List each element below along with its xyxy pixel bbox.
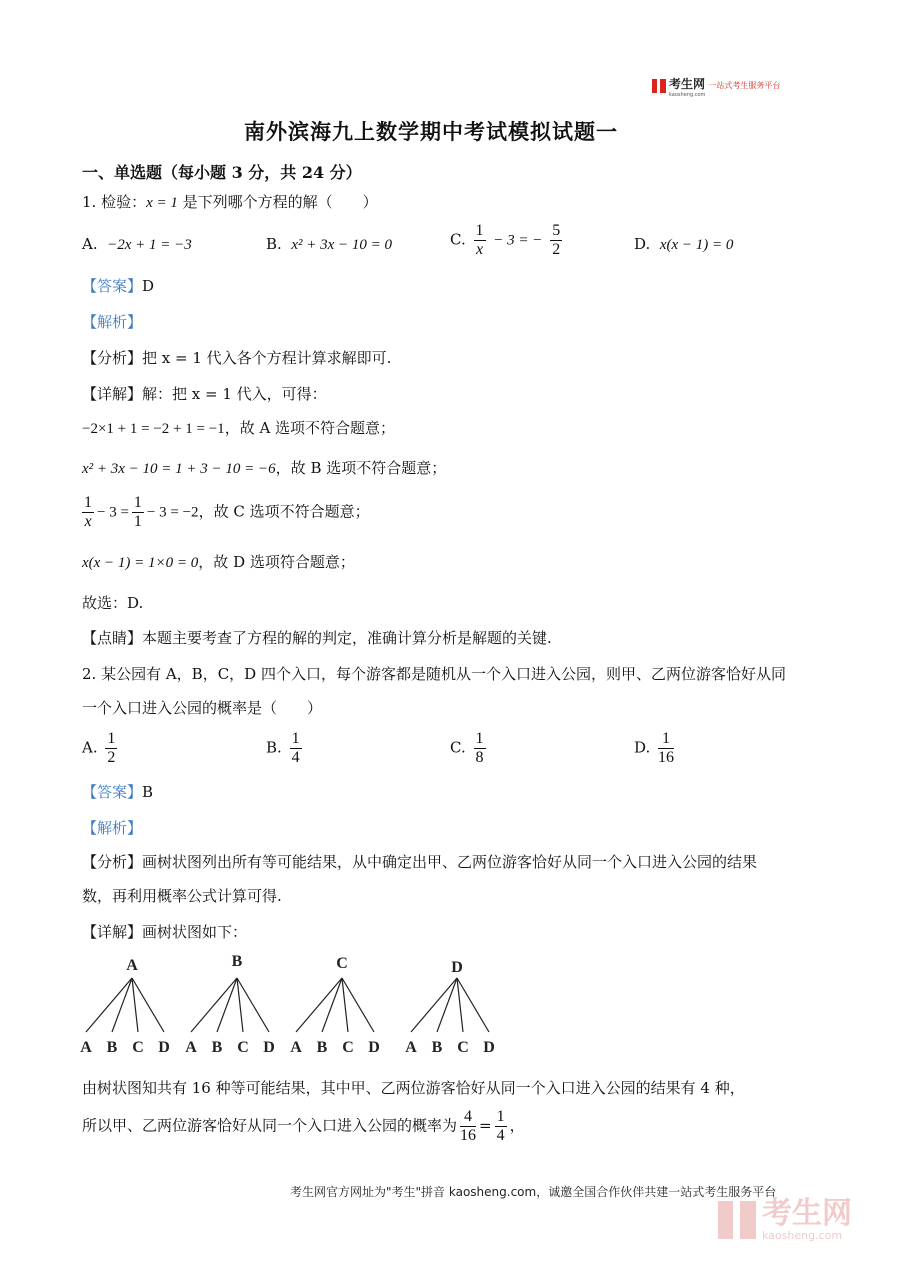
page-title: 南外滨海九上数学期中考试模拟试题一 (244, 119, 618, 144)
watermark-logo-icon (718, 1201, 756, 1239)
page-footer: 考生网官方网址为"考生"拼音 kaosheng.com，诚邀全国合作伙伴共建一站式考生服务平台 (290, 1185, 777, 1199)
tree-branch (322, 978, 342, 1032)
q1-step-1: −2×1 + 1 = −2 + 1 = −1，故 A 选项不符合题意； (82, 419, 396, 437)
q2-fenxi-line-2: 数，再利用概率公式计算可得. (82, 887, 282, 905)
q1-step-3: $\frac{1}{x}$ − 3 = $\frac{1}{1}$ − 3 = −2，故 C 选项不符合题意； (84, 494, 370, 530)
q1-choose: 故选：D. (82, 594, 144, 612)
question-2-stem-line-2: 一个入口进入公园的概率是（ ） (82, 699, 323, 717)
tree-leaf-D: D (368, 1039, 380, 1056)
q2-option-d: D. $\frac{1}{16}$ (634, 730, 675, 766)
tree-leaf-D: D (158, 1039, 170, 1056)
q1-answer: 【答案】D (82, 277, 155, 295)
tree-branch (112, 978, 132, 1032)
tree-leaf-B: B (431, 1039, 443, 1056)
tree-root-C: C (336, 955, 348, 972)
tree-branch (191, 978, 237, 1032)
header-logo (652, 73, 780, 98)
tree-leaf-A: A (405, 1039, 417, 1056)
tree-leaf-A: A (80, 1039, 92, 1056)
tree-leaf-B: B (106, 1039, 118, 1056)
tree-leaf-C: C (132, 1039, 144, 1056)
question-2-stem-line-1: 2. 某公园有 A，B，C，D 四个入口，每个游客都是随机从一个入口进入公园，则甲、乙两位游客恰好从同 (82, 665, 786, 683)
tree-leaf-B: B (316, 1039, 328, 1056)
tree-root-A: A (126, 957, 138, 974)
tree-diagram (72, 952, 512, 1062)
q2-option-c: C. $\frac{1}{8}$ (450, 730, 484, 766)
q1-option-c: C. $\frac{1}{x}$ − 3 = − $\frac{5}{2}$ (450, 222, 561, 258)
tree-leaf-C: C (342, 1039, 354, 1056)
tree-branch (411, 978, 457, 1032)
tree-leaf-D: D (483, 1039, 495, 1056)
logo-url: kaosheng.com (669, 92, 706, 98)
logo-name: 考生网 (669, 77, 706, 91)
q2-conclusion-line-2: 所以甲、乙两位游客恰好从同一个入口进入公园的概率为 $\frac{4}{16}$ = $\frac{1}{4}$ ， (82, 1108, 525, 1144)
tree-leaf-A: A (290, 1039, 302, 1056)
watermark: 考生网 kaosheng.com (718, 1198, 852, 1242)
q2-conclusion-line-1: 由树状图知共有 16 种等可能结果，其中甲、乙两位游客恰好从同一个入口进入公园的结果有 4 种， (82, 1079, 745, 1097)
q2-option-a: A. $\frac{1}{2}$ (82, 730, 116, 766)
q1-dianjing: 【点睛】本题主要考查了方程的解的判定，准确计算分析是解题的关键. (82, 629, 552, 647)
tree-branch (437, 978, 457, 1032)
tree-leaf-B: B (211, 1039, 223, 1056)
kaosheng-logo-icon (652, 79, 666, 93)
tree-root-B: B (231, 953, 243, 970)
tree-branch (217, 978, 237, 1032)
section-heading: 一、单选题（每小题 3 分，共 24 分） (82, 163, 362, 182)
q2-option-b: B. $\frac{1}{4}$ (266, 730, 300, 766)
tree-root-D: D (451, 959, 463, 976)
tree-branch (296, 978, 342, 1032)
tree-leaf-A: A (185, 1039, 197, 1056)
tree-leaf-C: C (457, 1039, 469, 1056)
q1-xiangjie: 【详解】解：把 x = 1 代入，可得： (82, 385, 327, 403)
q1-option-a: A. −2x + 1 = −3 (82, 235, 192, 253)
q1-option-d: D. x(x − 1) = 0 (634, 235, 734, 253)
q2-answer: 【答案】B (82, 783, 154, 801)
q1-step-2: x² + 3x − 10 = 1 + 3 − 10 = −6，故 B 选项不符合题意； (82, 459, 447, 477)
q1-step-4: x(x − 1) = 1×0 = 0，故 D 选项符合题意； (82, 553, 355, 571)
q1-option-b: B. x² + 3x − 10 = 0 (266, 235, 393, 253)
tree-branch (86, 978, 132, 1032)
q2-analysis-tag: 【解析】 (82, 819, 143, 837)
logo-slogan: 一站式考生服务平台 (708, 81, 781, 90)
q2-fenxi-line-1: 【分析】画树状图列出所有等可能结果，从中确定出甲、乙两位游客恰好从同一个入口进入公园的结果 (82, 853, 758, 871)
question-1-stem: 1. 检验：x = 1 是下列哪个方程的解（ ） (82, 193, 378, 211)
q1-analysis-tag: 【解析】 (82, 313, 143, 331)
tree-leaf-C: C (237, 1039, 249, 1056)
q1-fenxi: 【分析】把 x = 1 代入各个方程计算求解即可. (82, 349, 392, 367)
q2-xiangjie: 【详解】画树状图如下： (82, 923, 248, 941)
tree-leaf-D: D (263, 1039, 275, 1056)
